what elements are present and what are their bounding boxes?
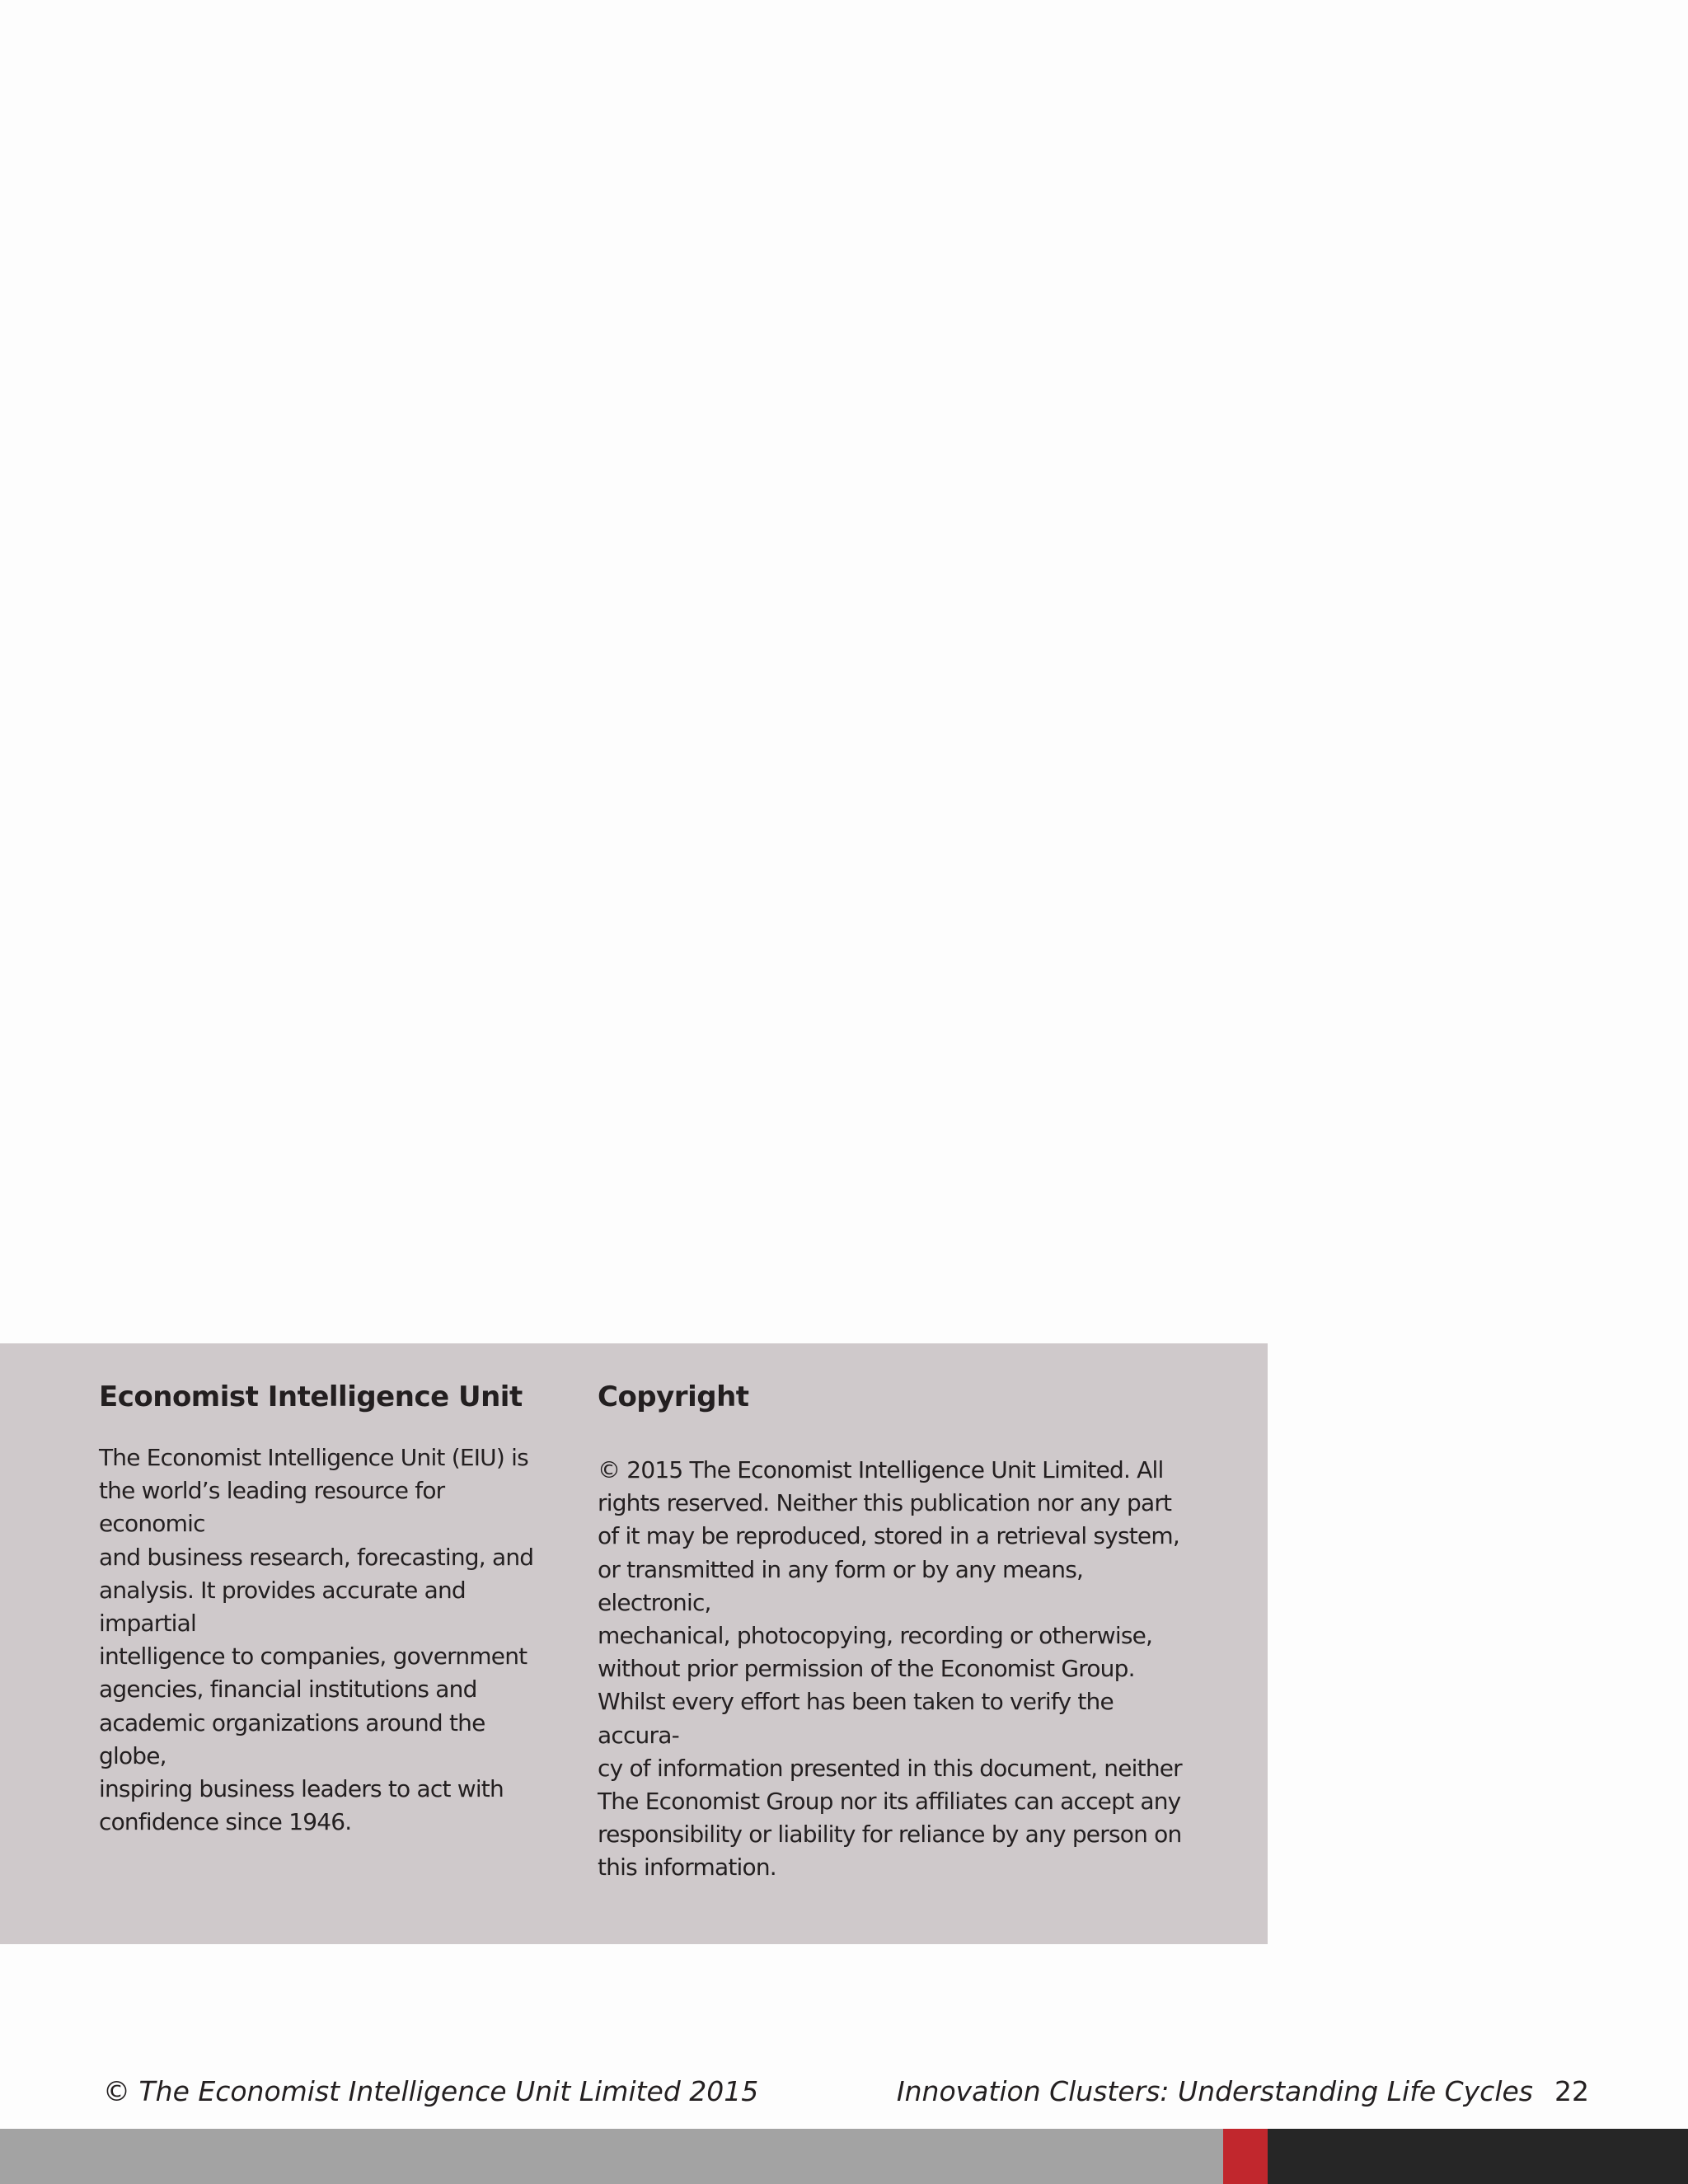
footer-title-block bbox=[897, 2075, 1589, 2107]
footer-copyright: © The Economist Intelligence Unit Limited 2015 bbox=[103, 2075, 759, 2107]
eiu-column bbox=[99, 1380, 552, 1839]
copyright-heading: Copyright bbox=[598, 1380, 749, 1413]
bar-dark-segment bbox=[1268, 2129, 1688, 2184]
page-number: 22 bbox=[1554, 2075, 1589, 2107]
footer-report-title: Innovation Clusters: Understanding Life Cycles bbox=[896, 2075, 1533, 2107]
eiu-description: The Economist Intelligence Unit (EIU) is the world’s leading resource for economic and business research, forecasting, and analysis. It provides accurate and impartial intelligence to companies, government agencies, financial institutions and academic organizations around the globe, inspiring business leaders to act with confidence since 1946. bbox=[99, 1444, 534, 1836]
copyright-notice: © 2015 The Economist Intelligence Unit Limited. All rights reserved. Neither this publication nor any part of it may be reproduced, stored in a retrieval system, or transmitted in any form or by any means, electronic, mechanical, photocopying, recording or otherwise, without prior permission of the Economist Group. Whilst every effort has been taken to verify the accura- cy of information presented in this document, neither The Economist Group nor its affiliates can accept any responsibility or liability for reliance by any person on this information. bbox=[598, 1456, 1182, 1882]
bottom-color-bar bbox=[0, 2129, 1688, 2184]
copyright-column bbox=[598, 1380, 1191, 1885]
bar-gray-segment bbox=[0, 2129, 1223, 2184]
info-panel bbox=[0, 1343, 1268, 1944]
eiu-heading: Economist Intelligence Unit bbox=[99, 1380, 523, 1413]
bar-red-segment bbox=[1223, 2129, 1268, 2184]
